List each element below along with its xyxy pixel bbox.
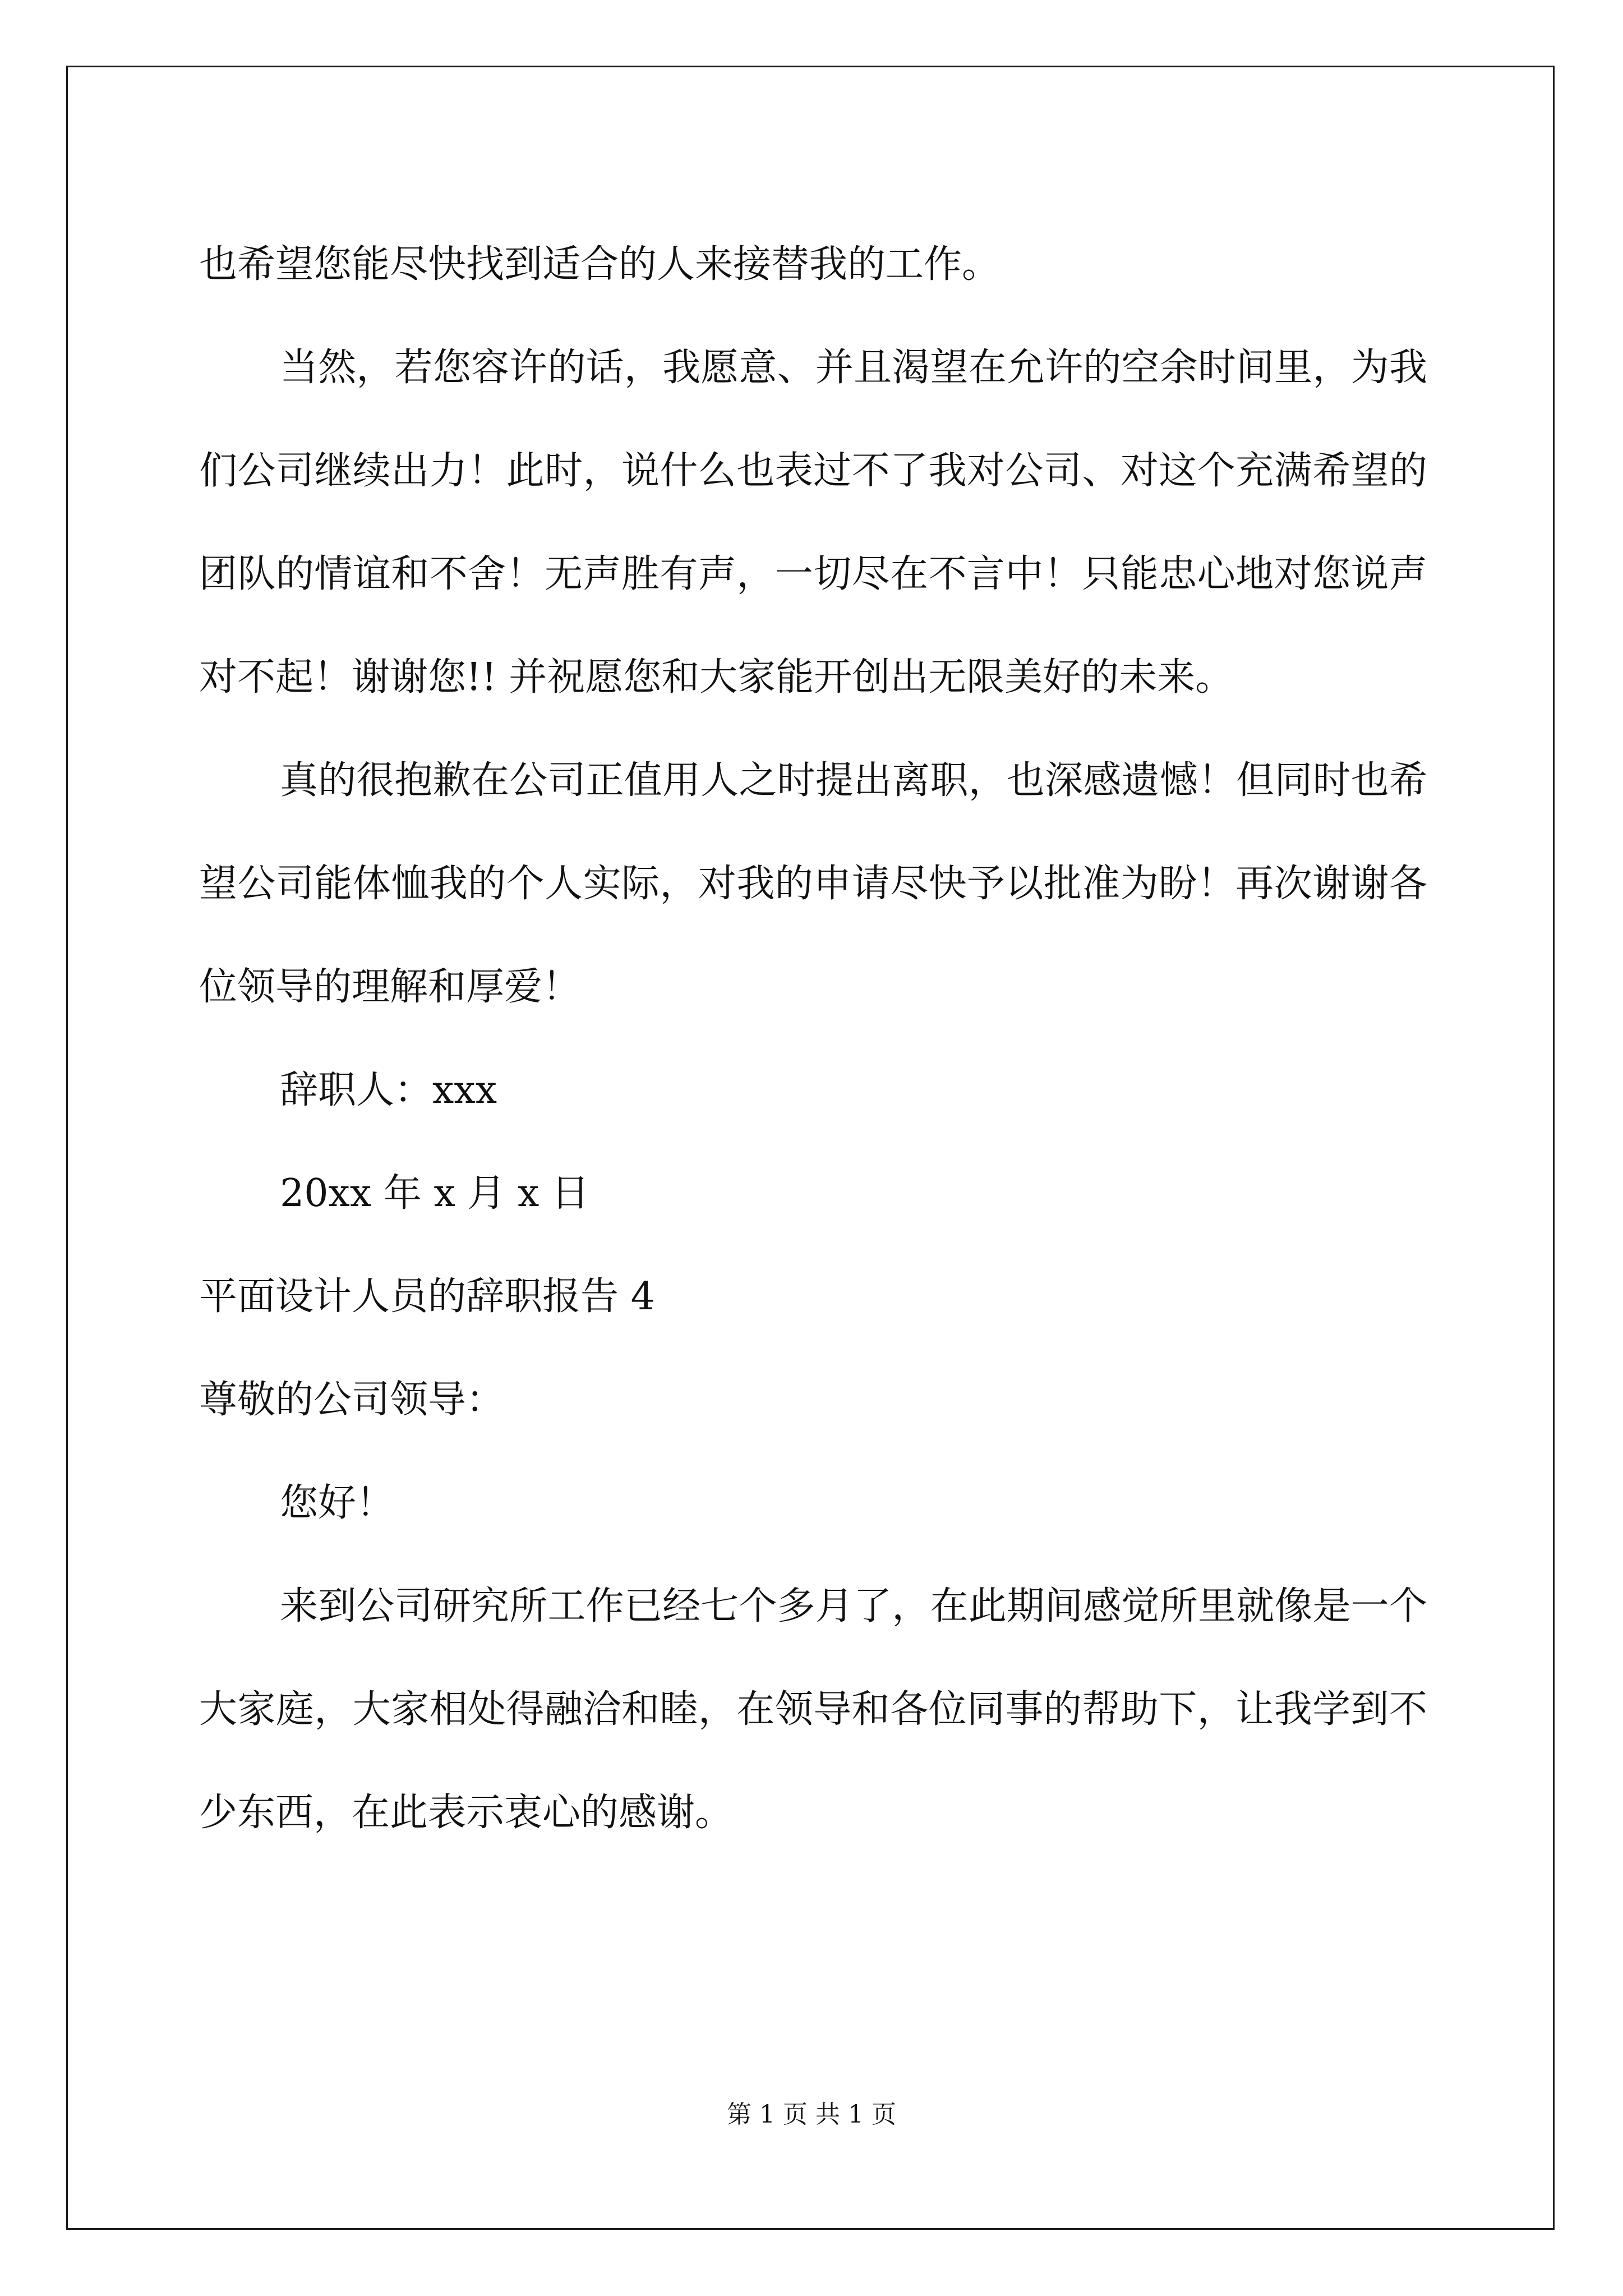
page-number-footer: 第 1 页 共 1 页 xyxy=(727,2100,896,2129)
paragraph-continuation: 也希望您能尽快找到适合的人来接替我的工作。 xyxy=(199,242,1000,287)
paragraph-intro: 来到公司研究所工作已经七个多月了，在此期间感觉所里就像是一个大家庭，大家相处得融洽和睦，在领导和各位同事的帮助下，让我学到不少东西，在此表示衷心的感谢。 xyxy=(199,1584,1427,1835)
salutation: 尊敬的公司领导： xyxy=(199,1378,505,1422)
date-line: 20xx 年 x 月 x 日 xyxy=(280,1171,590,1216)
document-body xyxy=(199,213,1427,1865)
section-heading: 平面设计人员的辞职报告 4 xyxy=(199,1274,655,1319)
greeting: 您好！ xyxy=(280,1481,395,1525)
paragraph-offer-help: 当然，若您容许的话，我愿意、并且渴望在允许的空余时间里，为我们公司继续出力！此时，说什么也表过不了我对公司、对这个充满希望的团队的情谊和不舍！无声胜有声，一切尽在不言中！只能忠心地对您说声对不起！谢谢您!! 并祝愿您和大家能开创出无限美好的未来。 xyxy=(199,346,1427,700)
signature-line: 辞职人：xxx xyxy=(280,1068,497,1112)
paragraph-apology: 真的很抱歉在公司正值用人之时提出离职，也深感遗憾！但同时也希望公司能体恤我的个人实际，对我的申请尽快予以批准为盼！再次谢谢各位领导的理解和厚爱！ xyxy=(199,758,1427,1009)
